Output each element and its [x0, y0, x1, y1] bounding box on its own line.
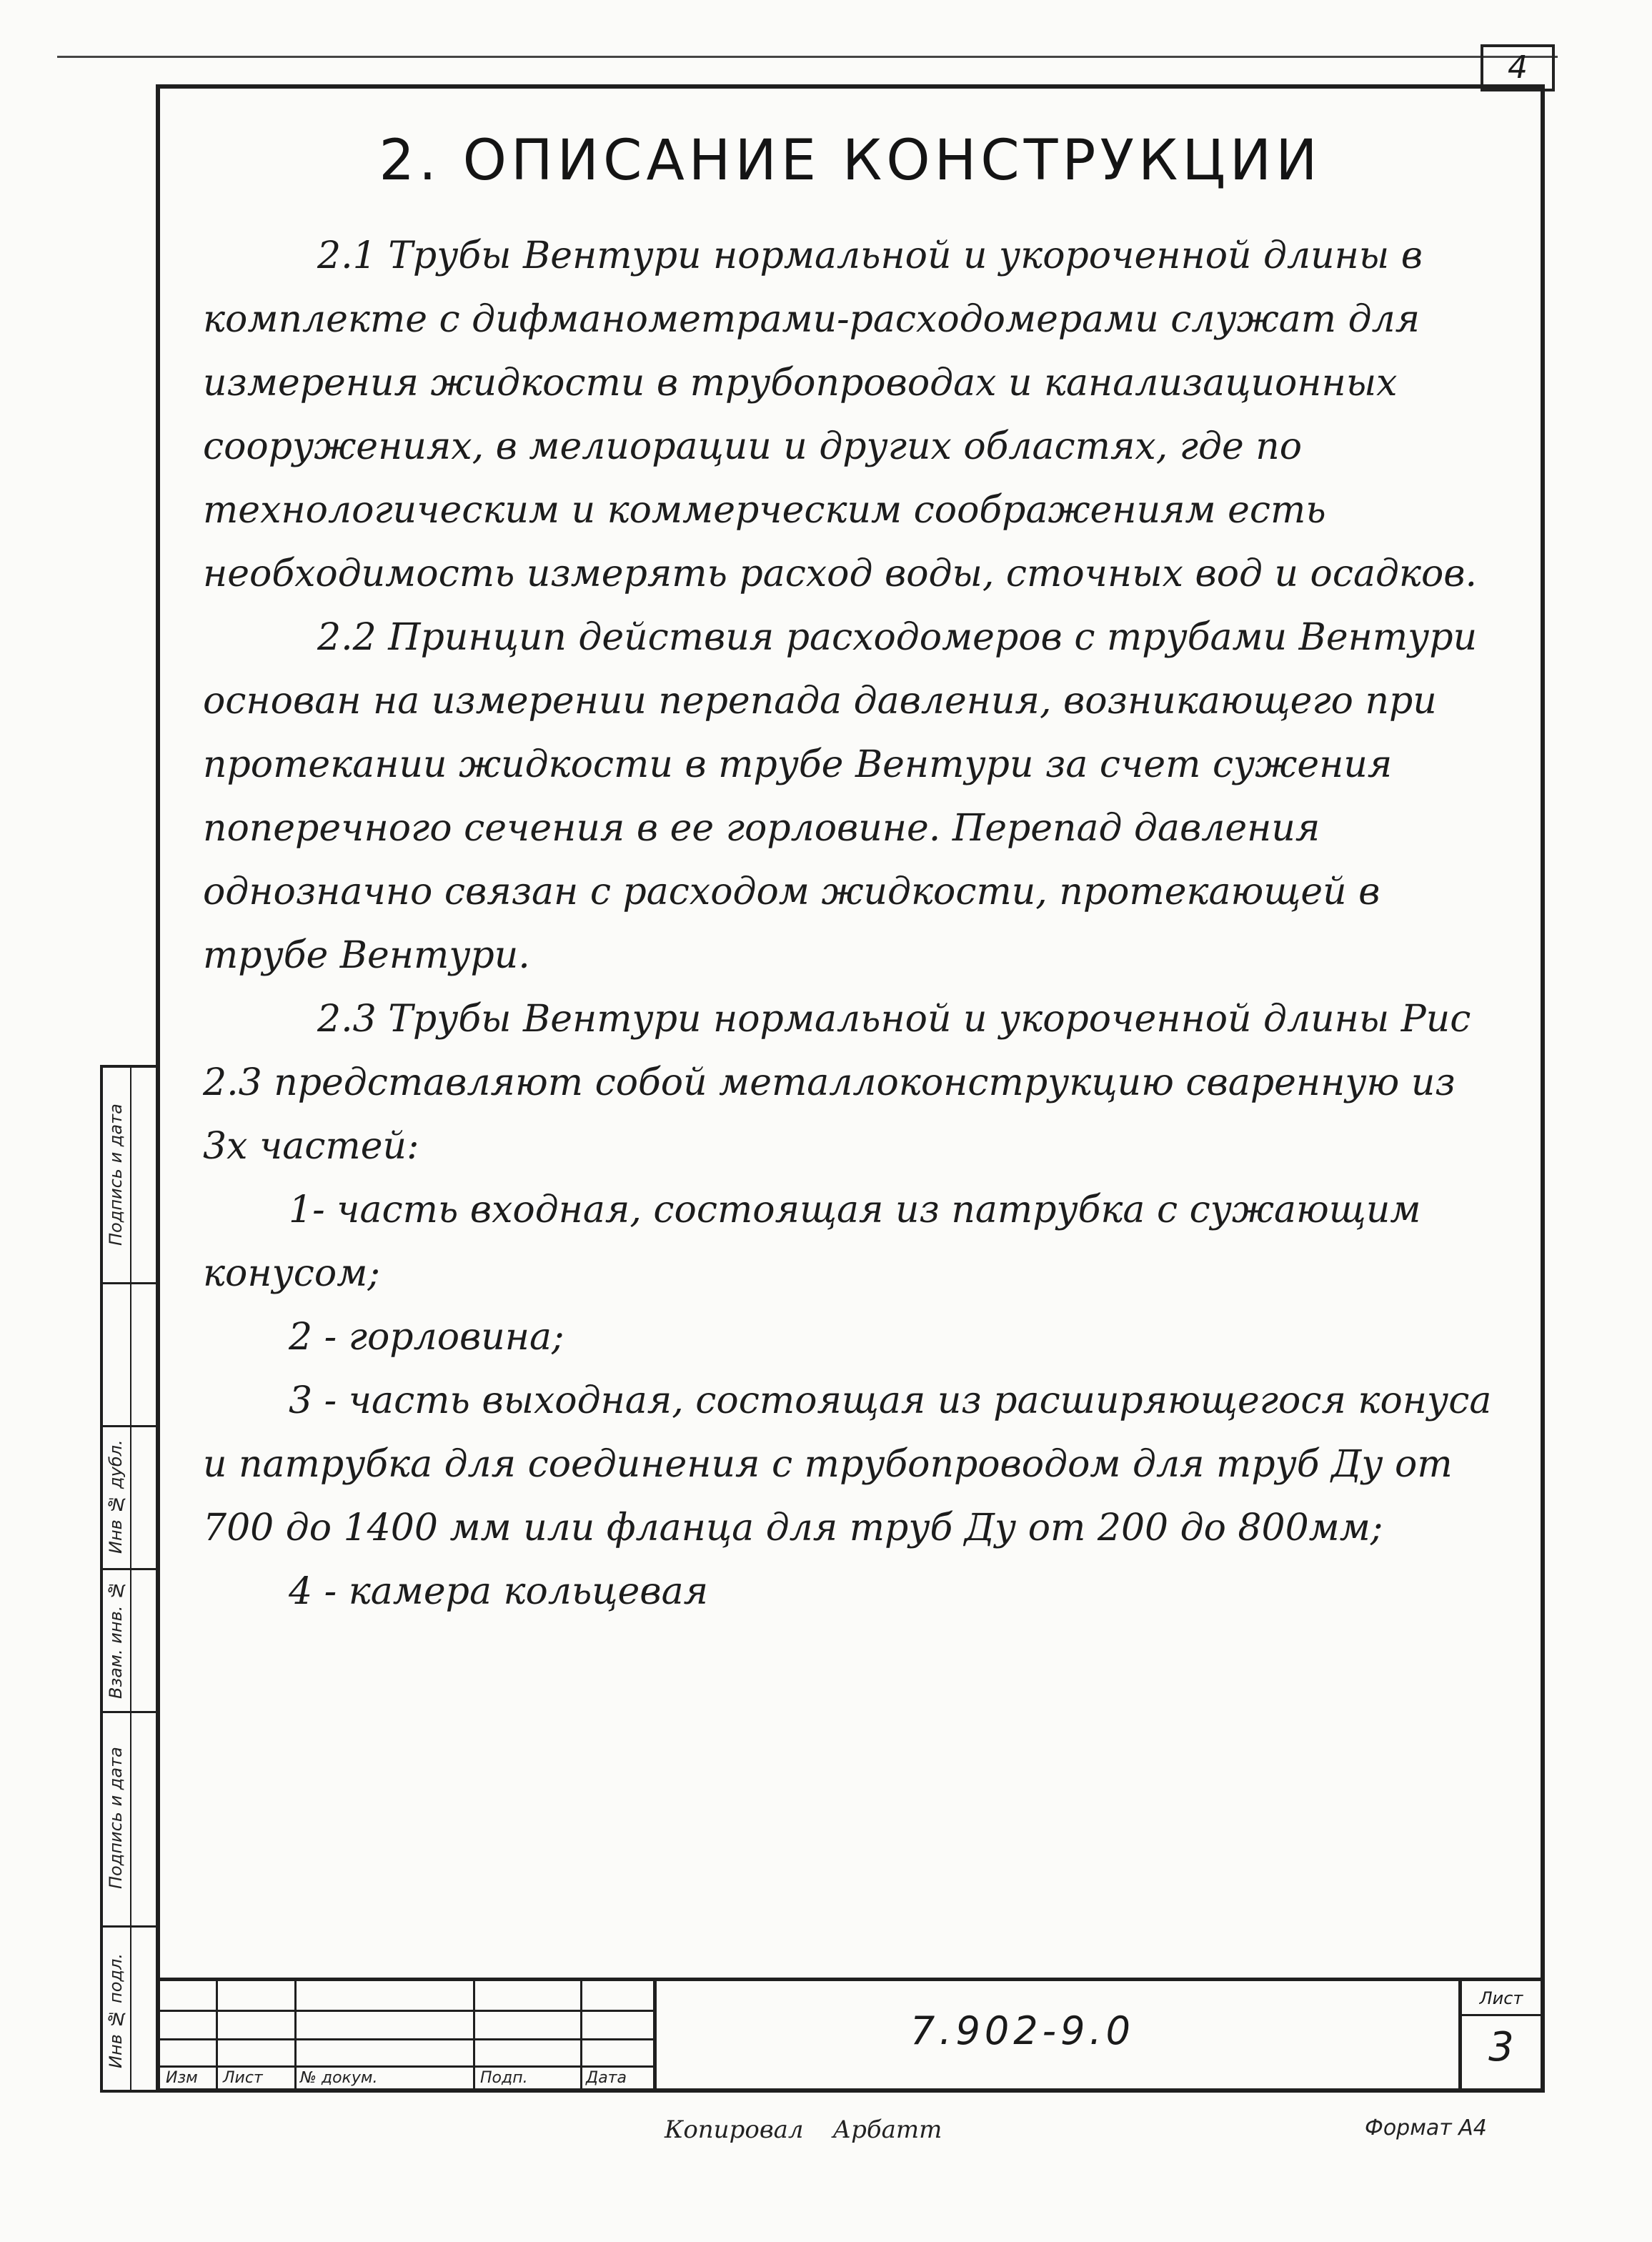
side-cell-divider — [103, 1711, 156, 1713]
document-code: 7.902-9.0 — [910, 2008, 1135, 2053]
sheet-number: 3 — [1488, 2024, 1514, 2070]
copied-signature: Арбатт — [832, 2115, 942, 2144]
grid-col-line — [294, 1981, 297, 2088]
label-date: Дата — [586, 2069, 627, 2087]
copied-label: Копировал — [665, 2115, 804, 2144]
corner-sheet-number: 4 — [1481, 44, 1555, 91]
label-signature: Подп. — [480, 2069, 528, 2087]
sheet-box — [1458, 1981, 1541, 2088]
side-cell-divider — [103, 1568, 156, 1570]
side-stamp-inv-podl: Инв № подл. — [106, 1953, 126, 2069]
side-stamp-signature-date-1: Подпись и дата — [106, 1747, 126, 1890]
paragraph-2-1: 2.1 Трубы Вентури нормальной и укороченной длины в комплекте с дифманометрами-расходомерами служат для измерения жидкости в трубопроводах и канализационных сооружениях, в мелиорации и других областях, где по технологическим и коммерческим соображениям есть необходимость измерять расход воды, сточных вод и осадков. — [203, 234, 1478, 595]
grid-row-line — [160, 2010, 653, 2012]
side-stamp-signature-date-2: Подпись и дата — [106, 1103, 126, 1246]
grid-row-line — [160, 2065, 653, 2068]
side-stamp-inv-dubl: Инв № дубл. — [106, 1439, 126, 1554]
paragraph-2-3: 2.3 Трубы Вентури нормальной и укороченной длины Рис 2.3 представляют собой металлоконструкцию сваренную из 3х частей: — [203, 998, 1471, 1168]
label-list: Лист — [223, 2069, 263, 2087]
paragraph-2-2: 2.2 Принцип действия расходомеров с трубами Вентури основан на измерении перепада давления, возникающего при протекании жидкости в трубе Вентури за счет сужения поперечного сечения в ее горловине. Перепад давления однозначно связан с расходом жидкости, протекающей в трубе Вентури. — [203, 616, 1478, 977]
format-label: Формат А4 — [1365, 2115, 1487, 2141]
grid-col-line — [580, 1981, 582, 2088]
sheet-label: Лист — [1462, 1983, 1541, 2016]
title-block — [160, 1978, 1541, 2088]
grid-col-line — [473, 1981, 475, 2088]
drawing-frame — [156, 84, 1545, 2093]
title-block-revision-grid — [160, 1981, 657, 2088]
grid-col-line — [216, 1981, 218, 2088]
list-item-3: 3 - часть выходная, состоящая из расширяющегося конуса и патрубка для соединения с трубопроводом для труб Ду от 700 до 1400 мм или фланца для труб Ду от 200 до 800мм; — [203, 1379, 1492, 1549]
label-doc-number: № докум. — [300, 2069, 378, 2087]
side-cell-divider — [103, 1425, 156, 1427]
copied-by — [665, 2115, 942, 2144]
side-stamp-vzam-inv: Взам. инв. № — [106, 1580, 126, 1699]
top-rule — [57, 56, 1558, 58]
list-item-1: 1- часть входная, состоящая из патрубка с сужающим конусом; — [203, 1189, 1421, 1295]
list-item-4: 4 - камера кольцевая — [289, 1570, 709, 1613]
label-izm: Изм — [166, 2069, 198, 2087]
section-title: 2. ОПИСАНИЕ КОНСТРУКЦИИ — [379, 129, 1322, 193]
side-cell-divider — [103, 1925, 156, 1928]
grid-row-line — [160, 2038, 653, 2040]
body-text — [203, 224, 1503, 1624]
side-cell-divider — [103, 1282, 156, 1284]
list-item-2: 2 - горловина; — [289, 1316, 564, 1359]
side-stamp-strip — [100, 1065, 156, 2093]
